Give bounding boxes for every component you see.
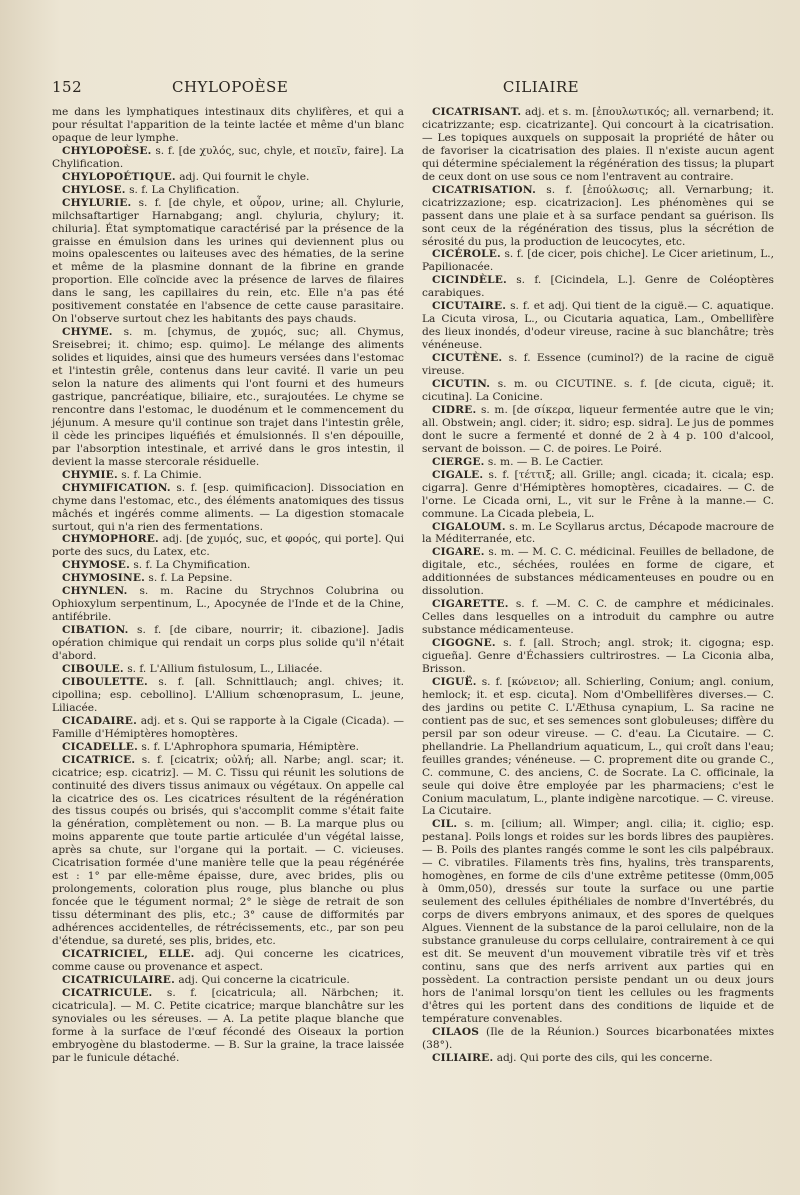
running-head (52, 78, 774, 102)
entry-definition: adj. [de χυμός, suc, et φορός, qui porte]. Qui porte des sucs, du Latex, etc. (52, 533, 404, 559)
entry-definition: s. f. [ἐπούλωσις; all. Vernarbung; it. cicatrizzazione; esp. cicatrizacion]. Les phénomènes qui se passent dans une plaie et à sa surface pendant sa guérison. Ils sont ceux de la régénération des tissus, plus la sécrétion de sérosité du pus, la production de leucocytes, etc. (422, 183, 774, 248)
entry-definition: s. f. [de cibare, nourrir; it. cibazione]. Jadis opération chimique qui rendait un corps plus solide qu'il n'était d'abord. (52, 624, 404, 663)
entry-headword: CILIAIRE. (432, 1051, 494, 1064)
dictionary-entry (52, 184, 404, 197)
entry-headword: CIL. (432, 818, 458, 831)
entry-headword: CICATRISATION. (432, 183, 536, 196)
entry-headword: CHYMIFICATION. (62, 481, 171, 494)
dictionary-entry (422, 818, 774, 1025)
entry-definition: s. f. et adj. Qui tient de la ciguë.— C. aquatique. La Cicuta virosa, L., ou Cicutaria aquatica, Lam., Ombellifère des lieux inondés, d'odeur vireuse, racine à suc blanchâtre; très vénéneuse. (422, 300, 775, 352)
entry-headword: CICATRICULE. (62, 986, 153, 999)
entry-headword: CHYME. (62, 326, 113, 339)
dictionary-entry (52, 948, 404, 974)
dictionary-entry (52, 715, 404, 741)
entry-definition: s. m. Racine du Strychnos Colubrina ou Ophioxylum serpentinum, L., Apocynée de l'Inde et de la Chine, antifébrile. (52, 585, 405, 624)
dictionary-entry (422, 378, 774, 404)
dictionary-entry (52, 754, 404, 948)
entry-definition: s. f. —M. C. C. de camphre et médicinales. Celles dans lesquelles on a introduit du camphre ou autre substance médicamenteuse. (422, 598, 774, 637)
dictionary-entry (422, 456, 774, 469)
left-column (52, 106, 404, 1065)
dictionary-entry (422, 404, 774, 456)
entry-headword: CIGOGNE. (432, 637, 496, 650)
entry-headword: CICADELLE. (62, 740, 138, 753)
entry-headword: CICATRICULAIRE. (62, 973, 175, 986)
entry-headword: CIBATION. (62, 624, 129, 637)
entry-headword: CICATRICIEL, ELLE. (62, 947, 195, 960)
entry-definition: s. f. [cicatrix; οὐλή; all. Narbe; angl. scar; it. cicatrice; esp. cicatriz]. — M. C. Tissu qui réunit les solutions de continuité des divers tissus animaux ou végétaux. On appelle cal la cicatrice des os. Les cicatrices résultent de la régénération des tissus coupés ou brisés, qui s'accomplit comme s'était faite la génération, complètement ou non. — B. La marque plus ou moins apparente que toute partie articulée d'un végétal laisse, après sa chute, sur l'organe qui la portait. — C. vicieuses. Cicatrisation formée d'une manière telle que la peau régénérée est : 1° par elle-même épaisse, dure, avec brides, plis ou prolongements, coloration plus rouge, plus blanche ou plus foncée que le tégument normal; 2° le siège de retrait de son tissu déterminant des plis, etc.; 3° cause de difformités par adhérences accidentelles, de rétrécissements, etc., par son peu d'étendue, sa dureté, ses plis, brides, etc. (52, 753, 405, 947)
dictionary-entry (422, 676, 774, 818)
dictionary-entry (52, 171, 404, 184)
entry-headword: CIGUË. (432, 675, 477, 688)
entry-definition: adj. et s. m. [ἐπουλωτικός; all. vernarbend; it. cicatrizzante; esp. cicatrizante]. Qui concourt à la cicatrisation. — Les topiques auxquels on supposait la propriété de hâter ou de favoriser la cicatrisation des plaies. Il n'existe aucun agent qui détermine spécialement la régénération des tissus; la plupart de ceux dont on use sous ce nom l'entravent au contraire. (422, 106, 775, 183)
entry-definition: adj. Qui concerne les cicatrices, comme cause ou provenance et aspect. (52, 947, 404, 973)
entry-headword: CHYLOPOÈSE. (62, 144, 152, 157)
entry-headword: CICADAIRE. (62, 714, 137, 727)
entry-definition: s. m. Le Scyllarus arctus, Décapode macroure de la Méditerranée, etc. (422, 520, 774, 546)
entry-definition: s. f. La Chymification. (133, 559, 251, 572)
entry-definition: s. m. — M. C. C. médicinal. Feuilles de belladone, de digitale, etc., séchées, roulées en forme de cigare, et additionnées de substances médicamenteuses en poudre ou en dissolution. (422, 546, 774, 598)
entry-definition: s. f. [esp. quimificacion]. Dissociation en chyme dans l'estomac, etc., des éléments anatomiques des tissus mâchés et ingérés comme aliments. — La digestion stomacale surtout, qui n'a rien des fermentations. (52, 481, 405, 533)
entry-headword: CICATRICE. (62, 753, 136, 766)
entry-headword: CHYMOSINE. (62, 572, 146, 585)
entry-headword: CIBOULETTE. (62, 675, 148, 688)
right-column (422, 106, 774, 1065)
entry-headword: CICATRISANT. (432, 106, 522, 118)
entry-definition: s. f. L'Aphrophora spumaria, Hémiptère. (141, 740, 360, 753)
entry-headword: CICUTIN. (432, 378, 491, 391)
dictionary-entry (52, 624, 404, 663)
dictionary-entry (422, 521, 774, 547)
entry-definition: s. f. L'Allium fistulosum, L., Liliacée. (127, 662, 323, 675)
page-number: 152 (52, 78, 83, 96)
entry-headword: CICUTAIRE. (432, 300, 507, 313)
entry-definition: s. f. La Pepsine. (148, 572, 233, 585)
entry-definition: adj. Qui fournit le chyle. (179, 170, 310, 183)
dictionary-entry (52, 974, 404, 987)
entry-definition: s. f. [de χυλός, suc, chyle, et ποιεῖν, faire]. La Chylification. (52, 144, 404, 170)
entry-headword: CHYLOSE. (62, 183, 126, 196)
dictionary-entry (52, 663, 404, 676)
entry-headword: CICÉROLE. (432, 248, 501, 261)
entry-headword: CHYNLEN. (62, 585, 128, 598)
entry-headword: CHYLURIE. (62, 196, 132, 209)
text-columns (52, 106, 774, 1065)
entry-definition: s. m. [de σίκερα, liqueur fermentée autre que le vin; all. Obstwein; angl. cider; it. sidro; esp. sidra]. Le jus de pommes dont le sucre a fermenté et donné de 2 à 4 p. 100 d'alcool, servant de boisson. — C. de poires. Le Poiré. (422, 403, 775, 455)
dictionary-entry (422, 300, 774, 352)
dictionary-entry (52, 326, 404, 468)
entry-definition: s. f. [Cicindela, L.]. Genre de Coléoptères carabiques. (422, 274, 774, 300)
entry-definition: s. f. La Chylification. (129, 183, 240, 196)
dictionary-entry (52, 482, 404, 534)
dictionary-entry (52, 585, 404, 624)
entry-headword: CIGALE. (432, 468, 484, 481)
entry-headword: CICINDÈLE. (432, 274, 507, 287)
entry-headword: CIBOULE. (62, 662, 124, 675)
dictionary-entry (422, 248, 774, 274)
dictionary-entry (422, 469, 774, 521)
dictionary-entry (422, 1026, 774, 1052)
dictionary-entry (422, 637, 774, 676)
entry-definition: s. f. [de chyle, et οὖρον, urine; all. Chylurie, milchsaftartiger Harnabgang; angl. chyluria, chylury; it. chiluria]. État symptomatique caractérisé par la présence de la graisse en émulsion dans les urines qui deviennent plus ou moins opalescentes ou laiteuses avec des hématies, de la serine et même de la plasmine donnant de la fibrine en grande proportion. Elle coïncide avec la présence de larves de filaires dans le sang, les capillaires du rein, etc. Elle n'a pas été positivement constatée en l'absence de cette cause parasitaire. On l'observe surtout chez les habitants des pays chauds. (52, 196, 404, 326)
entry-definition: s. m. ou CICUTINE. s. f. [de cicuta, ciguë; it. cicutina]. La Conicine. (422, 378, 774, 403)
dictionary-entry (52, 197, 404, 327)
dictionary-entry (52, 145, 404, 171)
entry-headword: CHYLOPOÉTIQUE. (62, 170, 176, 183)
entry-headword: CIERGE. (432, 455, 485, 468)
entry-headword: CHYMOPHORE. (62, 533, 159, 546)
entry-headword: CHYMIE. (62, 468, 118, 481)
entry-definition: me dans les lymphatiques intestinaux dits chylifères, et qui a pour résultat l'apparition de la teinte lactée et même d'un blanc opaque de leur lymphe. (52, 106, 404, 144)
entry-definition: s. f. [all. Stroch; angl. strok; it. cigogna; esp. cigueña]. Genre d'Échassiers cultrirostres. — La Ciconia alba, Brisson. (422, 637, 774, 675)
entry-definition: (Ile de la Réunion.) Sources bicarbonatées mixtes (38°). (422, 1025, 774, 1051)
entry-definition: adj. Qui porte des cils, qui les concerne. (496, 1051, 713, 1064)
entry-definition: s. f. [de cicer, pois chiche]. Le Cicer arietinum, L., Papilionacée. (422, 248, 774, 274)
dictionary-entry (422, 546, 774, 598)
dictionary-entry (52, 559, 404, 572)
entry-headword: CIDRE. (432, 403, 477, 416)
entry-definition: s. m. [cilium; all. Wimper; angl. cilia; it. ciglio; esp. pestana]. Poils longs et roides sur les bords libres des paupières. — B. Poils des plantes rangés comme le sont les cils palpébraux. — C. vibratiles. Filaments très fins, hyalins, très transparents, homogènes, en forme de cils d'une extrême petitesse (0mm,005 à 0mm,050), dressés sur toute la surface ou une partie seulement des cellules épithéliales de nombre d'Invertébrés, du corps de divers embryons animaux, et des spores de quelques Algues. Viennent de la substance de la paroi cellulaire, non de la substance granuleuse du corps cellulaire, contrairement à ce qui est dit. Se meuvent d'un mouvement vibratile très vif et très continu, sans que des nerfs arrivent aux parties qui en possèdent. La contraction persiste pendant un ou deux jours hors de l'animal lorsqu'on tient les cellules ou les fragments d'êtres qui les portent dans des conditions de liquide et de température convenables. (422, 818, 775, 1025)
running-head-left-word: CHYLOPOÈSE (172, 78, 289, 96)
entry-headword: CIGARE. (432, 546, 485, 559)
entry-definition: s. f. [cicatricula; all. Närbchen; it. cicatricula]. — M. C. Petite cicatrice; marque blanchâtre sur les synoviales ou les séreuses. — A. La petite plaque blanche que forme à la surface de l'œuf fécondé des Oiseaux la portion embryogène du blastoderme. — B. Sur la graine, la trace laissée par le funicule détaché. (52, 986, 404, 1064)
dictionary-entry (52, 676, 404, 715)
entry-headword: CHYMOSE. (62, 559, 130, 572)
entry-definition: s. f. [κώνειον; all. Schierling, Conium; angl. conium, hemlock; it. et esp. cicuta]. Nom d'Ombellifères diverses.— C. des jardins ou petite C. L'Æthusa cynapium, L. Sa racine ne contient pas de suc, et ses semences sont globuleuses; diffère du persil par son odeur vireuse. — C. d'eau. La Cicutaire. — C. phellandrie. La Phellandrium aquaticum, L., qui croît dans l'eau; feuilles grandes; vénéneuse. — C. proprement dite ou grande C., C. commune, C. des anciens, C. de Socrate. La C. officinale, la seule qui doive être employée par les pharmaciens; c'est le Conium maculatum, L., plante indigène narcotique. — C. vireuse. La Cicutaire. (422, 675, 774, 818)
entry-definition: adj. et s. Qui se rapporte à la Cigale (Cicada). — Famille d'Hémiptères homoptères. (52, 714, 405, 740)
dictionary-entry (422, 184, 774, 249)
dictionary-entry (52, 469, 404, 482)
dictionary-entry (422, 274, 774, 300)
running-head-right-word: CILIAIRE (502, 78, 580, 96)
dictionary-entry (52, 106, 404, 145)
entry-definition: s. m. [chymus, de χυμός, suc; all. Chymus, Sreisebrei; it. chimo; esp. quimo]. Le mélange des aliments solides et liquides, ainsi que des humeurs versées dans l'estomac et l'intestin grêle, contenus dans leur cavité. Il varie un peu selon la nature des aliments qui l'ont fourni et des humeurs gastrique, pancréatique, biliaire, etc., surajoutées. Le chyme se rencontre dans l'estomac, le duodénum et le commencement du jéjunum. A mesure qu'il continue son trajet dans l'intestin grêle, il cède les principes liquéfiés et émulsionnés. Il s'en dépouille, par l'absorption intestinale, et arrivé dans le gros intestin, il devient la masse stercorale résiduelle. (52, 326, 404, 468)
entry-headword: CIGARETTE. (432, 598, 509, 611)
entry-definition: s. f. [all. Schnittlauch; angl. chives; it. cipollina; esp. cebollino]. L'Allium schœnoprasum, L. jeune, Liliacée. (52, 675, 404, 714)
dictionary-entry (422, 106, 774, 184)
entry-definition: s. m. — B. Le Cactier. (487, 455, 604, 468)
dictionary-entry (52, 987, 404, 1065)
entry-definition: adj. Qui concerne la cicatricule. (178, 973, 350, 986)
dictionary-entry (52, 572, 404, 585)
dictionary-entry (52, 741, 404, 754)
entry-headword: CIGALOUM. (432, 520, 506, 533)
dictionary-entry (422, 1052, 774, 1065)
dictionary-entry (422, 598, 774, 637)
entry-headword: CICUTÈNE. (432, 352, 503, 365)
entry-definition: s. f. La Chimie. (121, 468, 202, 481)
dictionary-entry (52, 533, 404, 559)
dictionary-entry (422, 352, 774, 378)
entry-headword: CILAOS (432, 1025, 480, 1038)
entry-definition: s. f. [τέττιξ; all. Grille; angl. cicada; it. cicala; esp. cigarra]. Genre d'Hémiptères homoptères, cicadaires. — C. de l'orne. Le Cicada orni, L., vit sur le Frêne à la manne.— C. commune. La Cicada plebeia, L. (422, 468, 774, 520)
entry-definition: s. f. Essence (cuminol?) de la racine de ciguë vireuse. (422, 352, 774, 378)
